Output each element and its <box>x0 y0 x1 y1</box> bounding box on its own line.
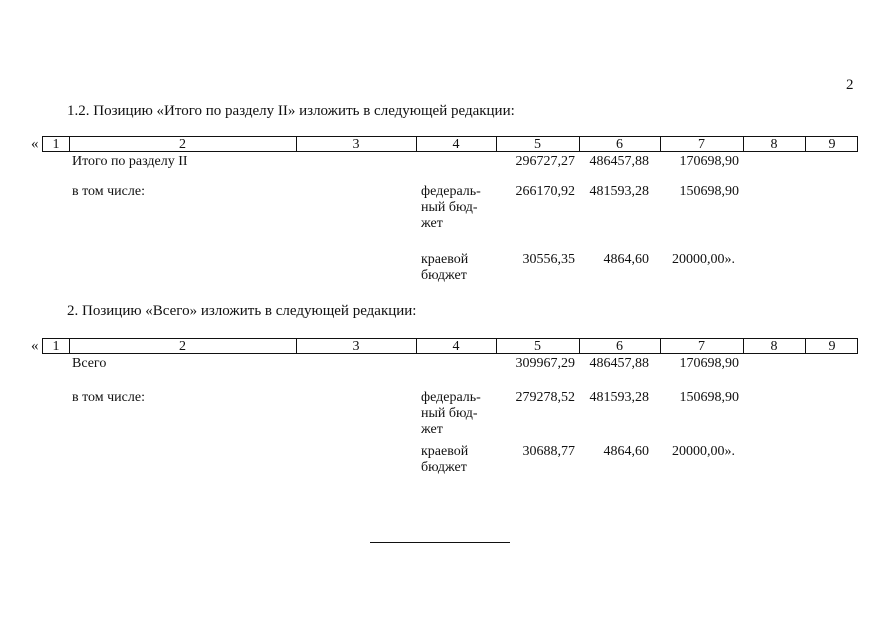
column-header-5: 5 <box>534 137 541 152</box>
row-col6-value: 481593,28 <box>589 390 649 405</box>
row-col7-value: 150698,90 <box>679 184 739 199</box>
row-col6-value: 481593,28 <box>589 184 649 199</box>
row-label: в том числе: <box>72 390 145 405</box>
column-header-5: 5 <box>534 339 541 354</box>
row-label: в том числе: <box>72 184 145 199</box>
column-header-3: 3 <box>352 339 360 354</box>
row-budget-source: федераль- ный бюд- жет <box>421 184 481 231</box>
row-budget-source: краевой бюджет <box>421 444 469 475</box>
row-label: Итого по разделу II <box>72 154 188 169</box>
column-header-2: 2 <box>179 339 186 354</box>
section1-quote-open: « <box>31 136 39 152</box>
page-number: 2 <box>846 77 854 93</box>
column-header-9: 9 <box>828 339 836 354</box>
closing-separator-line <box>370 542 510 543</box>
row-col5-value: 279278,52 <box>515 390 575 405</box>
row-col5-value: 30556,35 <box>522 252 575 267</box>
row-col6-value: 486457,88 <box>589 356 649 371</box>
row-col5-value: 266170,92 <box>515 184 575 199</box>
row-col7-value: 150698,90 <box>679 390 739 405</box>
column-header-7: 7 <box>698 339 705 354</box>
column-header-6: 6 <box>616 339 623 354</box>
row-col6-value: 4864,60 <box>603 252 649 267</box>
row-col6-value: 486457,88 <box>589 154 649 169</box>
column-header-7: 7 <box>698 137 705 152</box>
column-header-8: 8 <box>770 137 778 152</box>
column-header-4: 4 <box>452 339 460 354</box>
column-header-4: 4 <box>452 137 460 152</box>
row-budget-source: федераль- ный бюд- жет <box>421 390 481 437</box>
section2-quote-open: « <box>31 338 39 354</box>
column-header-6: 6 <box>616 137 623 152</box>
column-header-2: 2 <box>179 137 186 152</box>
row-col7-value: 170698,90 <box>679 154 739 169</box>
row-col7-value: 20000,00». <box>672 252 735 267</box>
row-budget-source: краевой бюджет <box>421 252 469 283</box>
column-header-1: 1 <box>52 339 60 354</box>
row-col7-value: 170698,90 <box>679 356 739 371</box>
column-header-8: 8 <box>770 339 778 354</box>
row-col7-value: 20000,00». <box>672 444 735 459</box>
section2-heading: 2. Позицию «Всего» изложить в следующей редакции: <box>67 303 417 319</box>
row-col5-value: 30688,77 <box>522 444 575 459</box>
section1-heading: 1.2. Позицию «Итого по разделу II» изложить в следующей редакции: <box>67 103 515 119</box>
section1-column-header <box>42 136 858 152</box>
section2-column-header <box>42 338 858 354</box>
row-col5-value: 296727,27 <box>515 154 575 169</box>
column-header-9: 9 <box>828 137 836 152</box>
row-col6-value: 4864,60 <box>603 444 649 459</box>
column-header-3: 3 <box>352 137 360 152</box>
column-header-1: 1 <box>52 137 60 152</box>
row-col5-value: 309967,29 <box>515 356 575 371</box>
row-label: Всего <box>72 356 107 371</box>
